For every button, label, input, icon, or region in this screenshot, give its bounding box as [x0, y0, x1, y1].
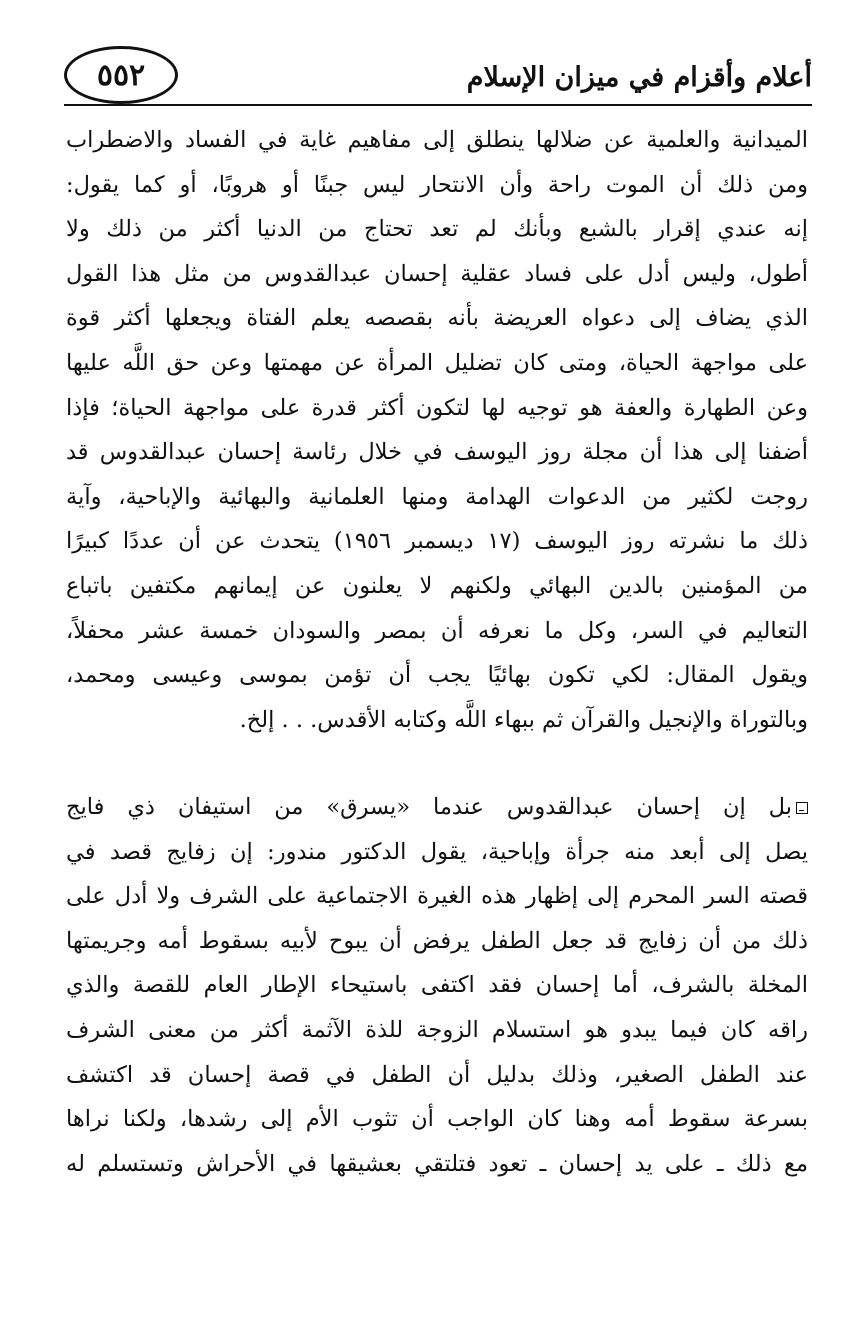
text-line: مع ذلك ـ على يد إحسان ـ تعود فتلتقي بعشيقها في الأحراش وتستسلم له — [66, 1150, 808, 1177]
text-line: الميدانية والعلمية عن ضلالها ينطلق إلى مفاهيم غاية في الفساد والاضطراب — [66, 127, 808, 153]
text-line: وعن الطهارة والعفة هو توجيه لها لتكون أكثر قدرة على مواجهة الحياة؛ فإذا — [66, 394, 808, 421]
text-line: روجت لكثير من الدعوات الهدامة ومنها العلمانية والبهائية والإباحية، وآية — [66, 483, 808, 510]
text-line: الذي يضاف إلى دعواه العريضة بأنه بقصصه يعلم الفتاة ويجعلها أكثر قوة — [66, 305, 808, 332]
text-line: قصته السر المحرم إلى إظهار هذه الغيرة الاجتماعية على الشرف ولا أدل على — [66, 883, 808, 910]
text-line: راقه كان فيما يبدو هو استسلام الزوجة للذة الآثمة أكثر من معنى الشرف — [66, 1016, 808, 1043]
text-line: التعاليم في السر، وكل ما نعرفه أن بمصر والسودان خمسة عشر محفلاً، — [66, 617, 808, 644]
text-line-first — [66, 785, 808, 830]
header-rule — [64, 104, 812, 106]
text-line: أطول، وليس أدل على فساد عقلية إحسان عبدالقدوس من مثل هذا القول — [66, 260, 808, 287]
paragraph-marker-icon — [796, 802, 808, 814]
text-line: المخلة بالشرف، أما إحسان فقد اكتفى باستيحاء الإطار العام للقصة والذي — [66, 972, 808, 999]
text-line: يصل إلى أبعد منه جرأة وإباحية، يقول الدكتور مندور: إن زفايج قصد في — [66, 838, 808, 865]
text-line: عند الطفل الصغير، وذلك بدليل أن الطفل في قصة إحسان قد اكتشف — [66, 1061, 808, 1088]
text-line: بسرعة سقوط أمه وهنا كان الواجب أن تثوب الأم إلى رشدها، ولكنا نراها — [66, 1106, 808, 1133]
page-header — [64, 42, 812, 112]
text-line-content: بل إن إحسان عبدالقدوس عندما «يسرق» من استيفان ذي فايج — [66, 794, 792, 820]
text-line: على مواجهة الحياة، ومتى كان تضليل المرأة عن مهمتها وعن حق اللَّه عليها — [66, 349, 808, 376]
text-line: أضفنا إلى هذا أن مجلة روز اليوسف في خلال رئاسة إحسان عبدالقدوس قد — [66, 439, 808, 466]
text-line: ذلك من أن زفايج قد جعل الطفل يرفض أن يبوح لأبيه بسقوط أمه وجريمتها — [66, 927, 808, 954]
text-line: ومن ذلك أن الموت راحة وأن الانتحار ليس جبنًا أو هروبًا، أو كما يقول: — [66, 171, 808, 198]
page-number: ٥٥٢ — [96, 57, 146, 93]
text-line: من المؤمنين بالدين البهائي ولكنهم لا يعلنون عن إيمانهم مكتفين باتباع — [66, 572, 808, 599]
paragraph-1 — [66, 118, 808, 742]
text-line: ذلك ما نشرته روز اليوسف (١٧ ديسمبر ١٩٥٦) يتحدث عن أن عددًا كبيرًا — [66, 528, 808, 555]
text-line: ويقول المقال: لكي تكون بهائيًا يجب أن تؤمن بموسى وعيسى ومحمد، — [66, 662, 808, 689]
text-line: وبالتوراة والإنجيل والقرآن ثم ببهاء اللَّه وكتابه الأقدس. . . إلخ. — [239, 706, 808, 733]
paragraph-2 — [66, 785, 808, 1186]
page-number-badge — [64, 46, 178, 104]
text-line: إنه عندي إقرار بالشبع وبأنك لم تعد تحتاج من الدنيا أكثر من ذلك ولا — [66, 216, 808, 243]
running-title: أعلام وأقزام في ميزان الإسلام — [466, 62, 812, 93]
